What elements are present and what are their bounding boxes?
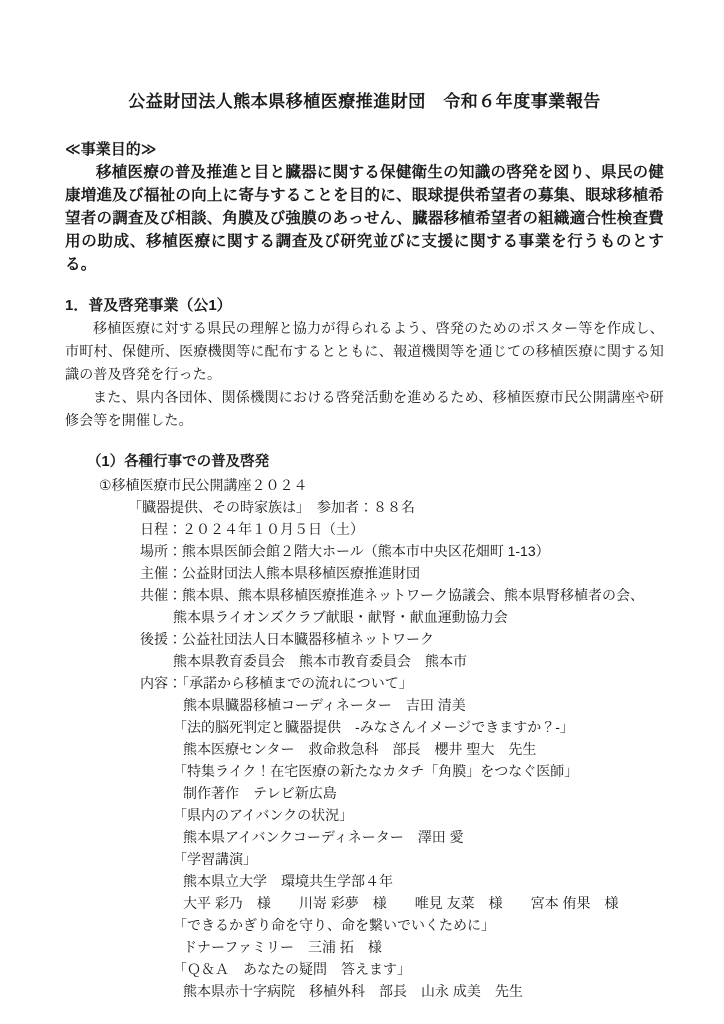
- event1-heading: ①移植医療市民公開講座２０２４: [99, 477, 308, 493]
- event-detail-line: 熊本県赤十字病院 移植外科 部長 山永 成美 先生: [183, 983, 523, 999]
- section1-public-awareness: [65, 294, 664, 1002]
- event-detail-line: 大平 彩乃 様 川嵜 彩夢 様 唯見 友菜 様 宮本 侑果 様: [183, 895, 619, 911]
- section1-paragraph-2: また、県内各団体、関係機関における啓発活動を進めるため、移植医療市民公開講座や研修会等を開催した。: [65, 389, 664, 428]
- event-detail-line: ドナーファミリー 三浦 拓 様: [183, 939, 382, 955]
- event-detail-line: 「Ｑ＆Ａ あなたの疑問 答えます」: [173, 961, 411, 977]
- purpose-heading: ≪事業目的≫: [65, 141, 157, 158]
- event-detail-line: 日程：２０２４年１０月５日（土）: [140, 521, 364, 537]
- subsection1-heading: （1）各種行事での普及啓発: [87, 454, 270, 470]
- event-detail-line: 「県内のアイバンクの状況」: [173, 807, 354, 823]
- event-detail-line: 主催：公益財団法人熊本県移植医療推進財団: [140, 565, 420, 581]
- event-detail-line: 「臓器提供、その時家族は」 参加者：８８名: [128, 499, 415, 515]
- purpose-section: [65, 138, 664, 276]
- event-detail-line: 制作著作 テレビ新広島: [183, 785, 337, 801]
- event-detail-line: 「特集ライク！在宅医療の新たなカタチ「角膜」をつなぐ医師」: [173, 763, 579, 779]
- event-detail-line: 熊本県臓器移植コーディネーター 吉田 清美: [183, 697, 466, 713]
- event-detail-line: 熊本県ライオンズクラブ献眼・献腎・献血運動協力会: [173, 609, 508, 625]
- event-detail-line: 場所：熊本県医師会館２階大ホール（熊本市中央区花畑町 1-13）: [140, 543, 550, 559]
- event-detail-line: 共催：熊本県、熊本県移植医療推進ネットワーク協議会、熊本県腎移植者の会、: [140, 587, 644, 603]
- event-detail-line: 熊本医療センター 救命救急科 部長 櫻井 聖大 先生: [183, 741, 537, 757]
- event1-detail-list: [65, 496, 664, 1002]
- section1-paragraph-1: 移植医療に対する県民の理解と協力が得られるよう、啓発のためのポスター等を作成し、市町村、保健所、医療機関等に配布するとともに、報道機関等を通じての移植医療に関する知識の普及啓発を行った。: [65, 320, 664, 382]
- document-title: 公益財団法人熊本県移植医療推進財団 令和６年度事業報告: [128, 92, 601, 111]
- event-detail-line: 「法的脳死判定と臓器提供 -みなさんイメージできますか？-」: [173, 719, 574, 735]
- section1-heading: 1．普及啓発事業（公1）: [65, 297, 232, 314]
- event-detail-line: 熊本県立大学 環境共生学部４年: [183, 873, 393, 889]
- event-detail-line: 後援：公益社団法人日本臓器移植ネットワーク: [140, 631, 434, 647]
- event-detail-line: 内容：「承諾から移植までの流れについて」: [140, 675, 413, 691]
- event-detail-line: 熊本県教育委員会 熊本市教育委員会 熊本市: [173, 653, 467, 669]
- event-detail-line: 「できるかぎり命を守り、命を繋いでいくために」: [173, 917, 495, 933]
- event-detail-line: 熊本県アイバンクコーディネーター 澤田 愛: [183, 829, 464, 845]
- event-detail-line: 「学習講演」: [173, 851, 257, 867]
- purpose-body-paragraph: 移植医療の普及推進と目と臓器に関する保健衛生の知識の啓発を図り、県民の健康増進及び福祉の向上に寄与することを目的に、眼球提供希望者の募集、眼球移植希望者の調査及び相談、角膜及び強膜のあっせん、臓器移植希望者の組織適合性検査費用の助成、移植医療に関する調査及び研究並びに支援に関する事業を行うものとする。: [65, 164, 664, 273]
